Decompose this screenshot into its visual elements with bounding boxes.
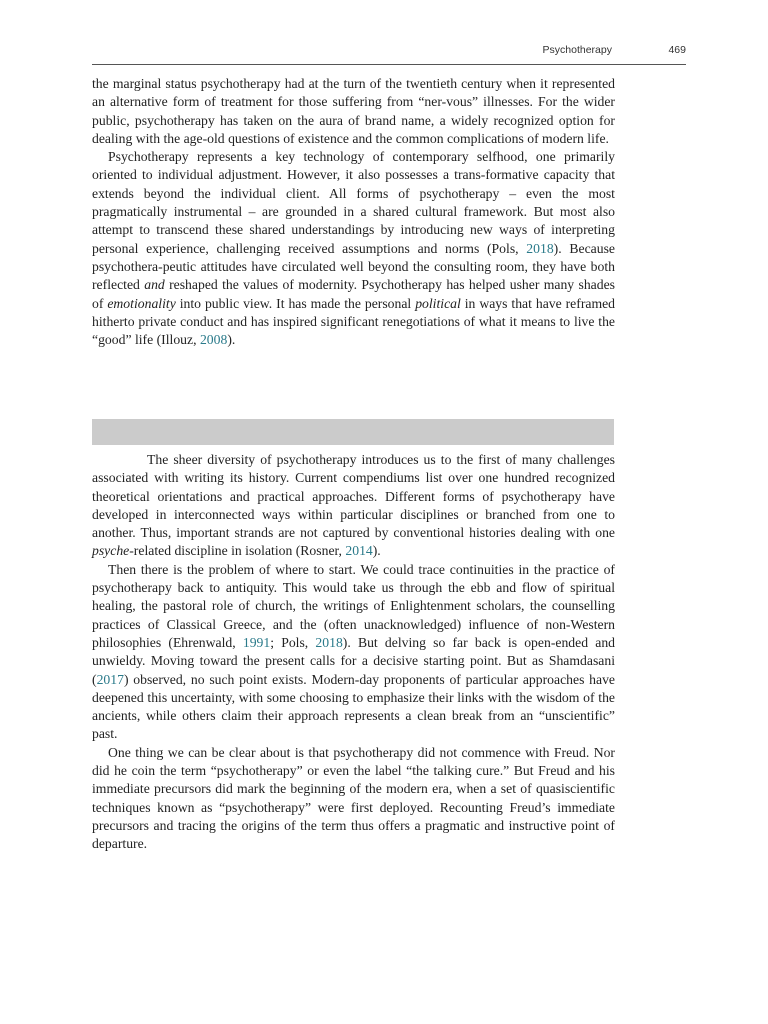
emphasis-text: political	[415, 295, 461, 311]
paragraph-text: ; Pols,	[270, 634, 316, 650]
paragraph-text: ). But delving so far back is open-ended and unwieldy. Moving toward the present calls for a decisive starting point. But as Shamdasani (	[92, 634, 616, 687]
paragraph-text: into public view. It has made the personal	[175, 295, 416, 311]
emphasis-text: psyche	[92, 543, 130, 559]
citation-link[interactable]: 1991	[242, 634, 271, 650]
paragraph-text: in ways that have reframed hitherto private conduct and has inspired significant renegotiations of what it means to live the “good” life (Illouz,	[92, 295, 616, 348]
paragraph-text: Psychotherapy represents a key technology of contemporary selfhood, one primarily oriented to individual adjustment. However, it also possesses a trans-formative capacity that extends beyond the individual client. All forms of psychotherapy – even the most pragmatically instrumental – are grounded in a shared cultural framework. But most also attempt to transcend these shared understandings by introducing new ways of interpreting personal experience, challenging received assumptions and norms (Pols,	[92, 149, 615, 256]
emphasis-text: emotionality	[107, 295, 176, 311]
paragraph	[92, 451, 615, 561]
running-header	[92, 42, 686, 65]
citation-link[interactable]: 2018	[526, 240, 554, 256]
paragraph-text: reshaped the values of modernity. Psychotherapy has helped usher many shades of	[92, 277, 615, 311]
paragraph-text: The sheer diversity of psychotherapy introduces us to the first of many challenges associated with writing its history. Current compendiums list over one hundred recognized theoretical orientations and practical approaches. Different forms of psychotherapy have developed in interconnected ways within particular disciplines or branched from one to another. Thus, important strands are not captured by conventional histories dealing with one	[92, 452, 615, 541]
body-text-top	[92, 75, 615, 349]
paragraph-text: One thing we can be clear about is that psychotherapy did not commence with Freud. Nor did he coin the term “psychotherapy” or even the label “the talking cure.” But Freud and his immediate precursors did mark the beginning of the modern era, when a set of quasiscientific techniques known as “psychotherapy” were first deployed. Recounting Freud’s immediate precursors and tracing the origins of the term thus offers a pragmatic and instructive point of departure.	[92, 744, 615, 852]
paragraph-text: ). Because psychothera-peutic attitudes have circulated well beyond the consulting room, they have both reflected	[92, 240, 615, 293]
paragraph-text: -related discipline in isolation (Rosner,	[129, 543, 346, 559]
paragraph-text: ) observed, no such point exists. Modern-day proponents of particular approaches have deepened this uncertainty, with some choosing to emphasize their links with the wisdom of the ancients, while others claim their approach represents a clean break from an “unscientific” past.	[92, 671, 615, 742]
citation-link[interactable]: 2014	[345, 543, 373, 559]
emphasis-text: and	[144, 277, 165, 293]
paragraph-text: ).	[372, 543, 381, 559]
citation-link[interactable]: 2018	[315, 634, 343, 650]
paragraph	[92, 561, 615, 744]
running-title: Psychotherapy	[542, 44, 612, 56]
paragraph-continued	[92, 75, 615, 148]
paragraph	[92, 148, 615, 349]
paragraph-text: the marginal status psychotherapy had at the turn of the twentieth century when it represented an alternative form of treatment for those suffering from “ner-vous” illnesses. For the wider public, psychotherapy has taken on the aura of brand name, a widely recognized option for dealing with the age-old questions of existence and the common complications of modern life.	[92, 76, 615, 146]
paragraph	[92, 744, 615, 854]
page-number: 469	[668, 44, 686, 56]
citation-link[interactable]: 2017	[96, 671, 124, 687]
paragraph-text: ).	[227, 332, 236, 348]
section-heading-bar	[92, 419, 614, 445]
paragraph-text: Then there is the problem of where to start. We could trace continuities in the practice of psychotherapy back to antiquity. This would take us through the ebb and flow of spiritual healing, the pastoral role of church, the writings of Enlightenment scholars, the counselling practices of Classical Greece, and the (often unacknowledged) influence of non-Western philosophies (Ehrenwald,	[92, 561, 615, 650]
citation-link[interactable]: 2008	[199, 332, 228, 348]
body-text-bottom	[92, 451, 615, 854]
